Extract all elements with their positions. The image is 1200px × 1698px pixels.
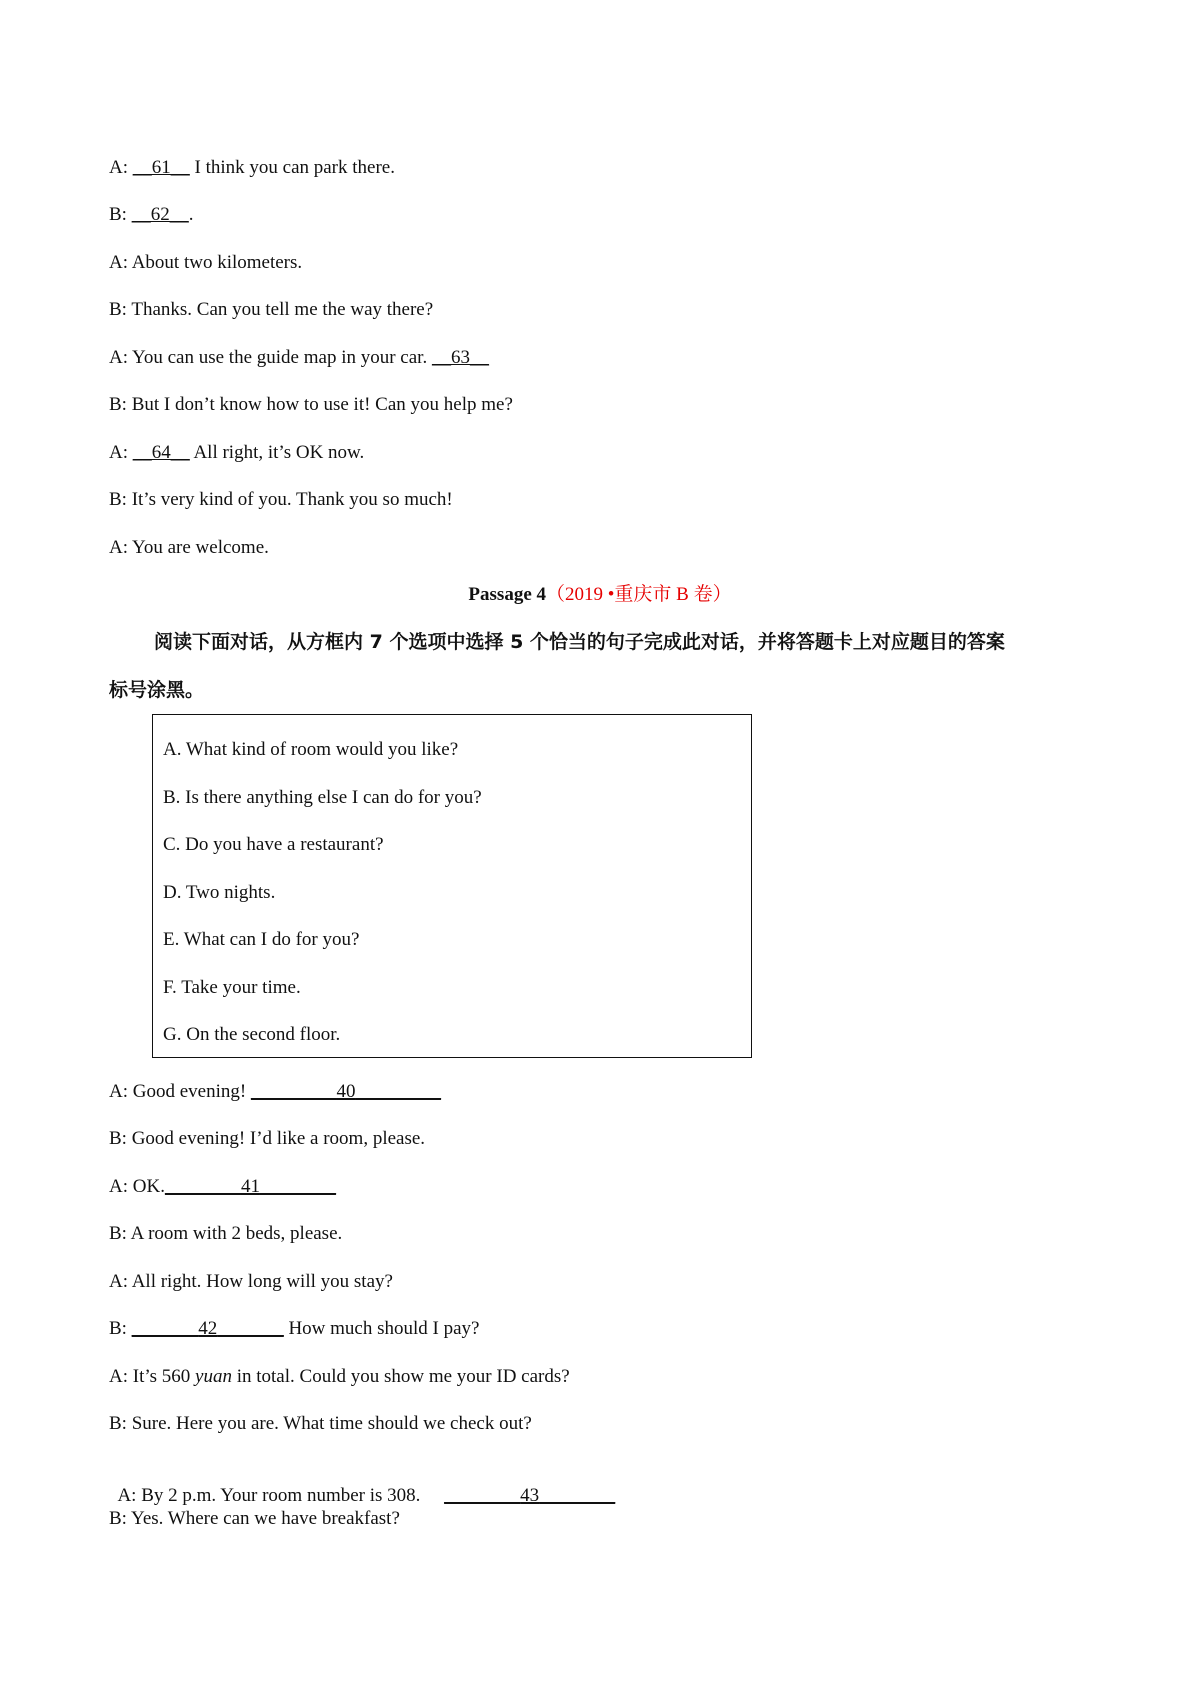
instruction-line-1: 阅读下面对话，从方框内 7 个选项中选择 5 个恰当的句子完成此对话，并将答题卡上对应题目的答案 xyxy=(154,631,1005,653)
dialogue-line: A: You can use the guide map in your car. __63__ xyxy=(109,347,489,368)
answer-blank: __61__ xyxy=(132,157,190,178)
answer-blank: ________43________ xyxy=(444,1485,616,1506)
options-box xyxy=(152,714,752,1058)
dialogue-line: A: __61__ I think you can park there. xyxy=(109,157,395,178)
option-e: E. What can I do for you? xyxy=(163,929,360,950)
answer-blank: __62__ xyxy=(131,204,189,225)
dialogue-line: A: Good evening! _________40_________ xyxy=(109,1081,441,1102)
answer-blank: ________41________ xyxy=(164,1176,336,1197)
dialogue-line: A: All right. How long will you stay? xyxy=(109,1271,393,1292)
option-d: D. Two nights. xyxy=(163,882,276,903)
option-c: C. Do you have a restaurant? xyxy=(163,834,384,855)
passage-title: Passage 4 xyxy=(468,584,546,605)
passage-heading xyxy=(0,583,1200,607)
option-b: B. Is there anything else I can do for you? xyxy=(163,787,482,808)
answer-blank: _________40_________ xyxy=(250,1081,441,1102)
dialogue-line: A: It’s 560 yuan in total. Could you show me your ID cards? xyxy=(109,1366,570,1387)
answer-blank: __64__ xyxy=(132,442,190,463)
dialogue-line: B: Good evening! I’d like a room, please. xyxy=(109,1128,426,1149)
dialogue-line: A: You are welcome. xyxy=(109,537,269,558)
dialogue-line: B: _______42_______ How much should I pay? xyxy=(109,1318,480,1339)
dialogue-line: B: Thanks. Can you tell me the way there? xyxy=(109,299,434,320)
answer-blank: _______42_______ xyxy=(131,1318,284,1339)
option-a: A. What kind of room would you like? xyxy=(163,739,459,760)
answer-blank: __63__ xyxy=(431,347,489,368)
dialogue-line: B: It’s very kind of you. Thank you so much! xyxy=(109,489,453,510)
dialogue-line: A: __64__ All right, it’s OK now. xyxy=(109,442,365,463)
dialogue-line: B: Sure. Here you are. What time should we check out? xyxy=(109,1413,532,1434)
dialogue-line: B: A room with 2 beds, please. xyxy=(109,1223,343,1244)
dialogue-line: A: About two kilometers. xyxy=(109,252,303,273)
dialogue-line: B: Yes. Where can we have breakfast? xyxy=(109,1508,400,1529)
dialogue-line: A: OK.________41________ xyxy=(109,1176,336,1197)
passage-source: （2019 •重庆市 B 卷） xyxy=(546,584,732,605)
dialogue-line: B: But I don’t know how to use it! Can you help me? xyxy=(109,394,513,415)
dialogue-line: A: By 2 p.m. Your room number is 308. ________43________ xyxy=(117,1485,616,1506)
option-g: G. On the second floor. xyxy=(163,1024,341,1045)
dialogue-line: B: __62__. xyxy=(109,204,194,225)
option-f: F. Take your time. xyxy=(163,977,301,998)
instruction-line-2: 标号涂黑。 xyxy=(109,679,205,701)
